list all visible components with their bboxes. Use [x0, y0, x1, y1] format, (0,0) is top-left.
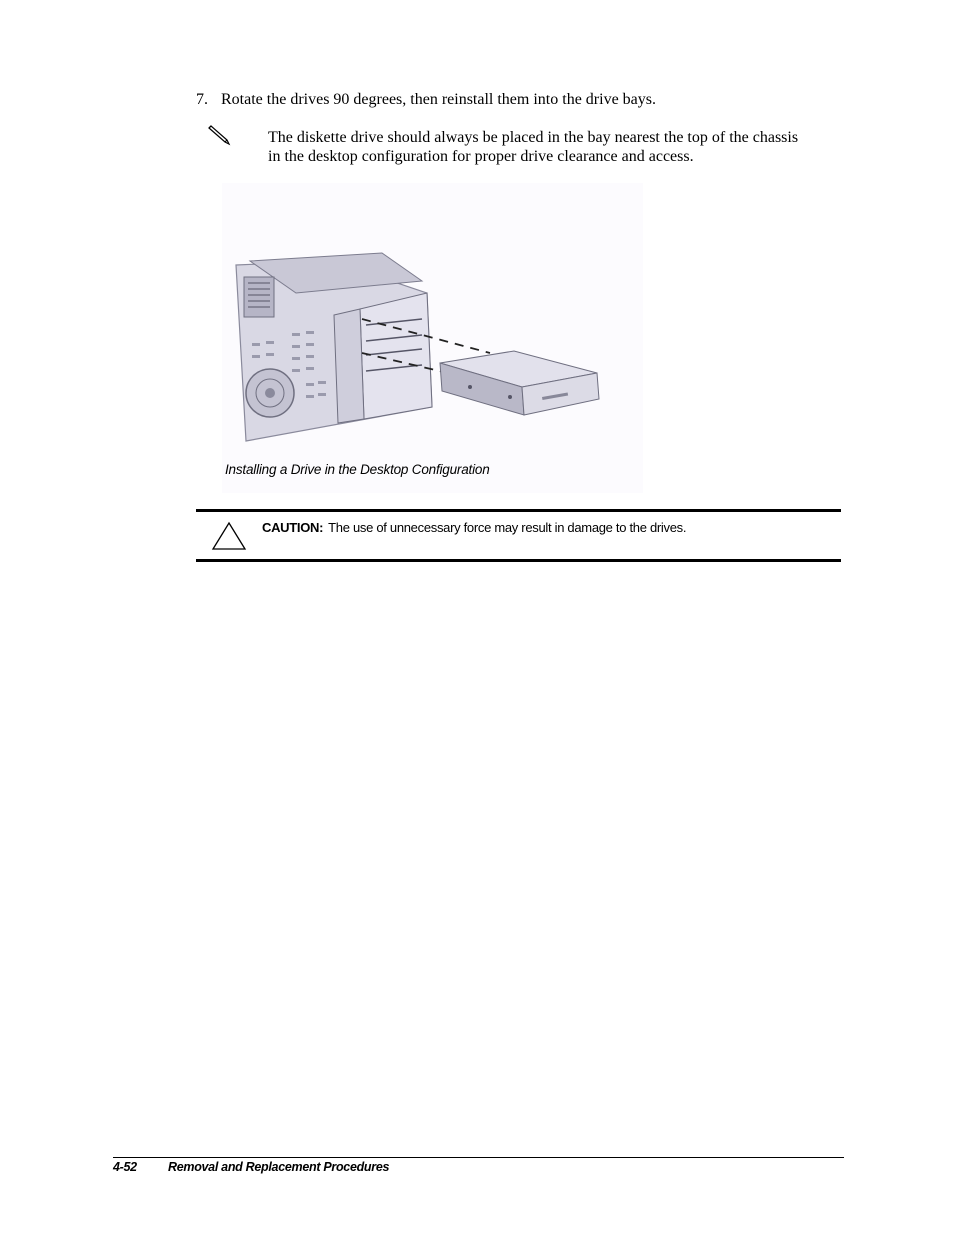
caution-message: The use of unnecessary force may result in damage to the drives.	[328, 520, 687, 535]
chassis-illustration	[222, 183, 643, 493]
drive-installation-figure	[222, 183, 643, 493]
footer-section-title: Removal and Replacement Procedures	[168, 1160, 390, 1174]
step-number: 7.	[196, 91, 208, 108]
caution-text-block	[262, 520, 686, 535]
note-text: The diskette drive should always be placed in the bay nearest the top of the chassis in the desktop configuration for proper drive clearance and access.	[268, 129, 799, 165]
footer-divider	[113, 1157, 844, 1158]
caution-triangle-icon	[211, 520, 247, 552]
caution-label: CAUTION:	[262, 520, 324, 535]
page-number: 4-52	[113, 1160, 137, 1174]
page-footer	[113, 1160, 389, 1174]
pencil-icon	[205, 124, 233, 148]
step-text: Rotate the drives 90 degrees, then reinstall them into the drive bays.	[221, 91, 656, 108]
caution-callout	[196, 509, 841, 562]
step-7	[196, 90, 836, 109]
figure-caption: Installing a Drive in the Desktop Configuration	[225, 462, 490, 477]
